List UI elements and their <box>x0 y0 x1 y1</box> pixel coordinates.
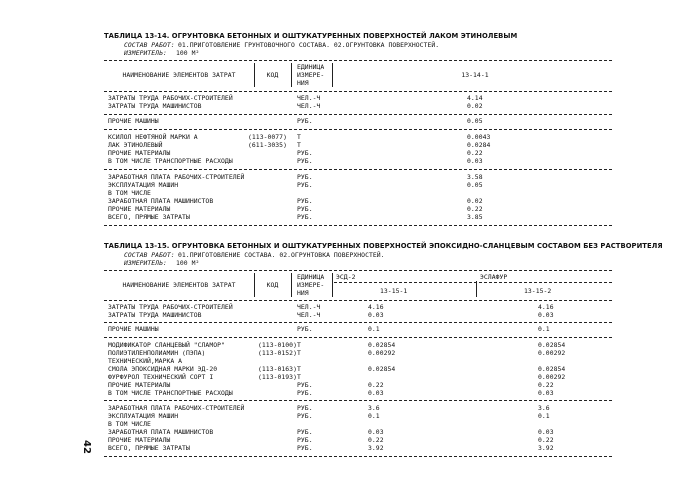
table2-header-code: КОД <box>266 281 279 289</box>
row-value-2: 0.22 <box>538 381 554 389</box>
table2-measure-label: ИЗМЕРИТЕЛЬ: <box>124 259 167 267</box>
column-separator <box>332 273 333 297</box>
row-unit: РУБ. <box>297 412 313 420</box>
row-unit: РУБ. <box>297 173 313 181</box>
row-unit: ЧЕЛ.-Ч <box>297 311 321 319</box>
row-code: (113-0152) <box>258 349 297 357</box>
row-value: 4.14 <box>467 94 483 102</box>
table2-header-col2: 13-15-2 <box>524 287 552 295</box>
divider <box>104 270 612 271</box>
row-value-2: 0.02854 <box>538 341 566 349</box>
group-underline <box>334 282 612 283</box>
row-value: 0.22 <box>467 149 483 157</box>
row-unit: РУБ. <box>297 436 313 444</box>
row-name: ПРОЧИЕ МАШИНЫ <box>108 325 159 333</box>
row-unit: РУБ. <box>297 428 313 436</box>
row-unit: РУБ. <box>297 157 313 165</box>
table2-header-group2: ЭСЛАФУР <box>480 273 508 281</box>
table1-measure-label: ИЗМЕРИТЕЛЬ: <box>124 49 167 57</box>
row-unit: ЧЕЛ.-Ч <box>297 102 321 110</box>
row-value-2: 0.00292 <box>538 373 566 381</box>
row-value: 3.85 <box>467 213 483 221</box>
row-unit: РУБ. <box>297 197 313 205</box>
row-code: (611-3035) <box>248 141 287 149</box>
row-unit: РУБ. <box>297 389 313 397</box>
row-unit: Т <box>297 373 301 381</box>
row-value-1: 0.03 <box>368 311 384 319</box>
row-unit: Т <box>297 349 301 357</box>
page-number: 42 <box>81 440 92 454</box>
row-unit: Т <box>297 341 301 349</box>
column-separator <box>291 63 292 87</box>
row-name: ЛАК ЭТИНОЛЕВЫЙ <box>108 141 163 149</box>
row-name: КСИЛОЛ НЕФТЯНОЙ МАРКИ А <box>108 133 198 141</box>
row-value-1: 0.22 <box>368 436 384 444</box>
row-unit: ЧЕЛ.-Ч <box>297 94 321 102</box>
row-name: ЗАРАБОТНАЯ ПЛАТА МАШИНИСТОВ <box>108 428 214 436</box>
row-name: ПРОЧИЕ МАТЕРИАЛЫ <box>108 205 171 213</box>
row-value: 3.58 <box>467 173 483 181</box>
row-value-1: 0.02854 <box>368 365 396 373</box>
row-value-2: 0.00292 <box>538 349 566 357</box>
row-name: ЗАТРАТЫ ТРУДА РАБОЧИХ-СТРОИТЕЛЕЙ <box>108 94 233 102</box>
table2-header-unit-line1: ЕДИНИЦА <box>297 273 325 281</box>
row-unit: РУБ. <box>297 117 313 125</box>
row-name: ЗАТРАТЫ ТРУДА РАБОЧИХ-СТРОИТЕЛЕЙ <box>108 303 233 311</box>
row-value: 0.03 <box>467 157 483 165</box>
row-value-1: 0.03 <box>368 389 384 397</box>
row-name: СМОЛА ЭПОКСИДНАЯ МАРКИ ЭД-20 <box>108 365 218 373</box>
divider <box>104 456 612 457</box>
row-value-2: 0.03 <box>538 428 554 436</box>
row-value-2: 0.02854 <box>538 365 566 373</box>
divider <box>104 337 612 338</box>
row-name: В ТОМ ЧИСЛЕ <box>108 420 151 428</box>
row-name: МОДИФИКАТОР СЛАНЦЕВЫЙ "СЛАМОР" <box>108 341 225 349</box>
row-value-1: 0.02854 <box>368 341 396 349</box>
row-value-1: 3.6 <box>368 404 380 412</box>
row-value: 0.0043 <box>467 133 491 141</box>
divider <box>104 169 612 170</box>
row-value: 0.05 <box>467 181 483 189</box>
row-name: В ТОМ ЧИСЛЕ ТРАНСПОРТНЫЕ РАСХОДЫ <box>108 157 233 165</box>
row-value: 0.22 <box>467 205 483 213</box>
table2-composition: 01.ПРИГОТОВЛЕНИЕ СОСТАВА. 02.ОГРУНТОВКА ПОВЕРХНОСТЕЙ. <box>178 251 385 259</box>
table1-composition-label: СОСТАВ РАБОТ: <box>124 41 175 49</box>
table2-title: ТАБЛИЦА 13-15. ОГРУНТОВКА БЕТОННЫХ И ОШТУКАТУРЕННЫХ ПОВЕРХНОСТЕЙ ЭПОКСИДНО-СЛАНЦЕВЫМ СОСТАВОМ БЕЗ РАСТВОРИТЕЛЯ <box>104 242 663 250</box>
divider <box>104 114 612 115</box>
row-code: (113-0163) <box>258 365 297 373</box>
row-value: 0.02 <box>467 102 483 110</box>
table1-header-unit-line3: НИЯ <box>297 79 309 87</box>
table1-header-code: КОД <box>266 71 279 79</box>
row-name: ЗАРАБОТНАЯ ПЛАТА РАБОЧИХ-СТРОИТЕЛЕЙ <box>108 173 245 181</box>
row-unit: РУБ. <box>297 325 313 333</box>
row-value-2: 3.92 <box>538 444 554 452</box>
row-unit: Т <box>297 141 301 149</box>
table2-header-unit-line3: НИЯ <box>297 289 309 297</box>
row-name: ПРОЧИЕ МАТЕРИАЛЫ <box>108 436 171 444</box>
table1-title: ТАБЛИЦА 13-14. ОГРУНТОВКА БЕТОННЫХ И ОШТУКАТУРЕННЫХ ПОВЕРХНОСТЕЙ ЛАКОМ ЭТИНОЛЕВЫМ <box>104 32 518 40</box>
row-value-2: 0.1 <box>538 325 550 333</box>
row-unit: РУБ. <box>297 149 313 157</box>
row-name: ВСЕГО, ПРЯМЫЕ ЗАТРАТЫ <box>108 444 190 452</box>
row-value-1: 0.00292 <box>368 349 396 357</box>
divider <box>104 322 612 323</box>
row-value-1: 3.92 <box>368 444 384 452</box>
divider <box>104 60 612 61</box>
row-unit: РУБ. <box>297 404 313 412</box>
row-value-1: 4.16 <box>368 303 384 311</box>
row-name: ВСЕГО, ПРЯМЫЕ ЗАТРАТЫ <box>108 213 190 221</box>
row-name: ПРОЧИЕ МАТЕРИАЛЫ <box>108 381 171 389</box>
row-unit: РУБ. <box>297 213 313 221</box>
row-name: В ТОМ ЧИСЛЕ ТРАНСПОРТНЫЕ РАСХОДЫ <box>108 389 233 397</box>
row-value-2: 0.03 <box>538 389 554 397</box>
row-name: ПРОЧИЕ МАШИНЫ <box>108 117 159 125</box>
row-value: 0.02 <box>467 197 483 205</box>
row-value-2: 4.16 <box>538 303 554 311</box>
row-name: В ТОМ ЧИСЛЕ <box>108 189 151 197</box>
row-name: ПРОЧИЕ МАТЕРИАЛЫ <box>108 149 171 157</box>
row-value-2: 3.6 <box>538 404 550 412</box>
table1-header-col: 13-14-1 <box>461 71 489 79</box>
table1-header-unit-line1: ЕДИНИЦА <box>297 63 325 71</box>
table2-header-group1: ЭСД-2 <box>336 273 356 281</box>
row-value: 0.0284 <box>467 141 491 149</box>
table2-measure: 100 М² <box>176 259 200 267</box>
row-value-1: 0.1 <box>368 412 380 420</box>
table2-header-col1: 13-15-1 <box>380 287 408 295</box>
row-value-2: 0.03 <box>538 311 554 319</box>
row-value-1: 0.1 <box>368 325 380 333</box>
column-separator <box>476 281 477 297</box>
row-value-1: 0.22 <box>368 381 384 389</box>
row-name: ЗАТРАТЫ ТРУДА МАШИНИСТОВ <box>108 102 202 110</box>
table2-header-unit-line2: ИЗМЕРЕ- <box>297 281 325 289</box>
row-name: ЗАТРАТЫ ТРУДА МАШИНИСТОВ <box>108 311 202 319</box>
row-code: (113-0193) <box>258 373 297 381</box>
table1-header-unit-line2: ИЗМЕРЕ- <box>297 71 325 79</box>
divider <box>104 400 612 401</box>
table2-header-name: НАИМЕНОВАНИЕ ЭЛЕМЕНТОВ ЗАТРАТ <box>122 281 236 289</box>
row-unit: РУБ. <box>297 205 313 213</box>
row-value-1: 0.03 <box>368 428 384 436</box>
row-name: ТЕХНИЧЕСКИЙ,МАРКА А <box>108 357 183 365</box>
table1-measure: 100 М² <box>176 49 200 57</box>
row-code: (113-0100) <box>258 341 297 349</box>
row-unit: РУБ. <box>297 381 313 389</box>
row-unit: Т <box>297 133 301 141</box>
column-separator <box>291 273 292 297</box>
row-value-2: 0.1 <box>538 412 550 420</box>
row-unit: РУБ. <box>297 444 313 452</box>
row-name: ЭКСПЛУАТАЦИЯ МАШИН <box>108 412 179 420</box>
row-name: ЗАРАБОТНАЯ ПЛАТА МАШИНИСТОВ <box>108 197 214 205</box>
row-unit: РУБ. <box>297 181 313 189</box>
divider <box>104 300 612 301</box>
table1-header-name: НАИМЕНОВАНИЕ ЭЛЕМЕНТОВ ЗАТРАТ <box>122 71 236 79</box>
table1-composition: 01.ПРИГОТОВЛЕНИЕ ГРУНТОВОЧНОГО СОСТАВА. 02.ОГРУНТОВКА ПОВЕРХНОСТЕЙ. <box>178 41 440 49</box>
row-name: ЗАРАБОТНАЯ ПЛАТА РАБОЧИХ-СТРОИТЕЛЕЙ <box>108 404 245 412</box>
row-unit: ЧЕЛ.-Ч <box>297 303 321 311</box>
divider <box>104 129 612 130</box>
row-name: ПОЛИЭТИЛЕНПОЛИАМИН (ПЭПА) <box>108 349 206 357</box>
row-value: 0.05 <box>467 117 483 125</box>
row-code: (113-0077) <box>248 133 287 141</box>
table2-composition-label: СОСТАВ РАБОТ: <box>124 251 175 259</box>
row-name: ЭКСПЛУАТАЦИЯ МАШИН <box>108 181 179 189</box>
column-separator <box>332 63 333 87</box>
divider <box>104 91 612 92</box>
row-name: ФУРФУРОЛ ТЕХНИЧЕСКИЙ СОРТ I <box>108 373 214 381</box>
row-value-2: 0.22 <box>538 436 554 444</box>
divider <box>104 225 612 226</box>
row-unit: Т <box>297 365 301 373</box>
